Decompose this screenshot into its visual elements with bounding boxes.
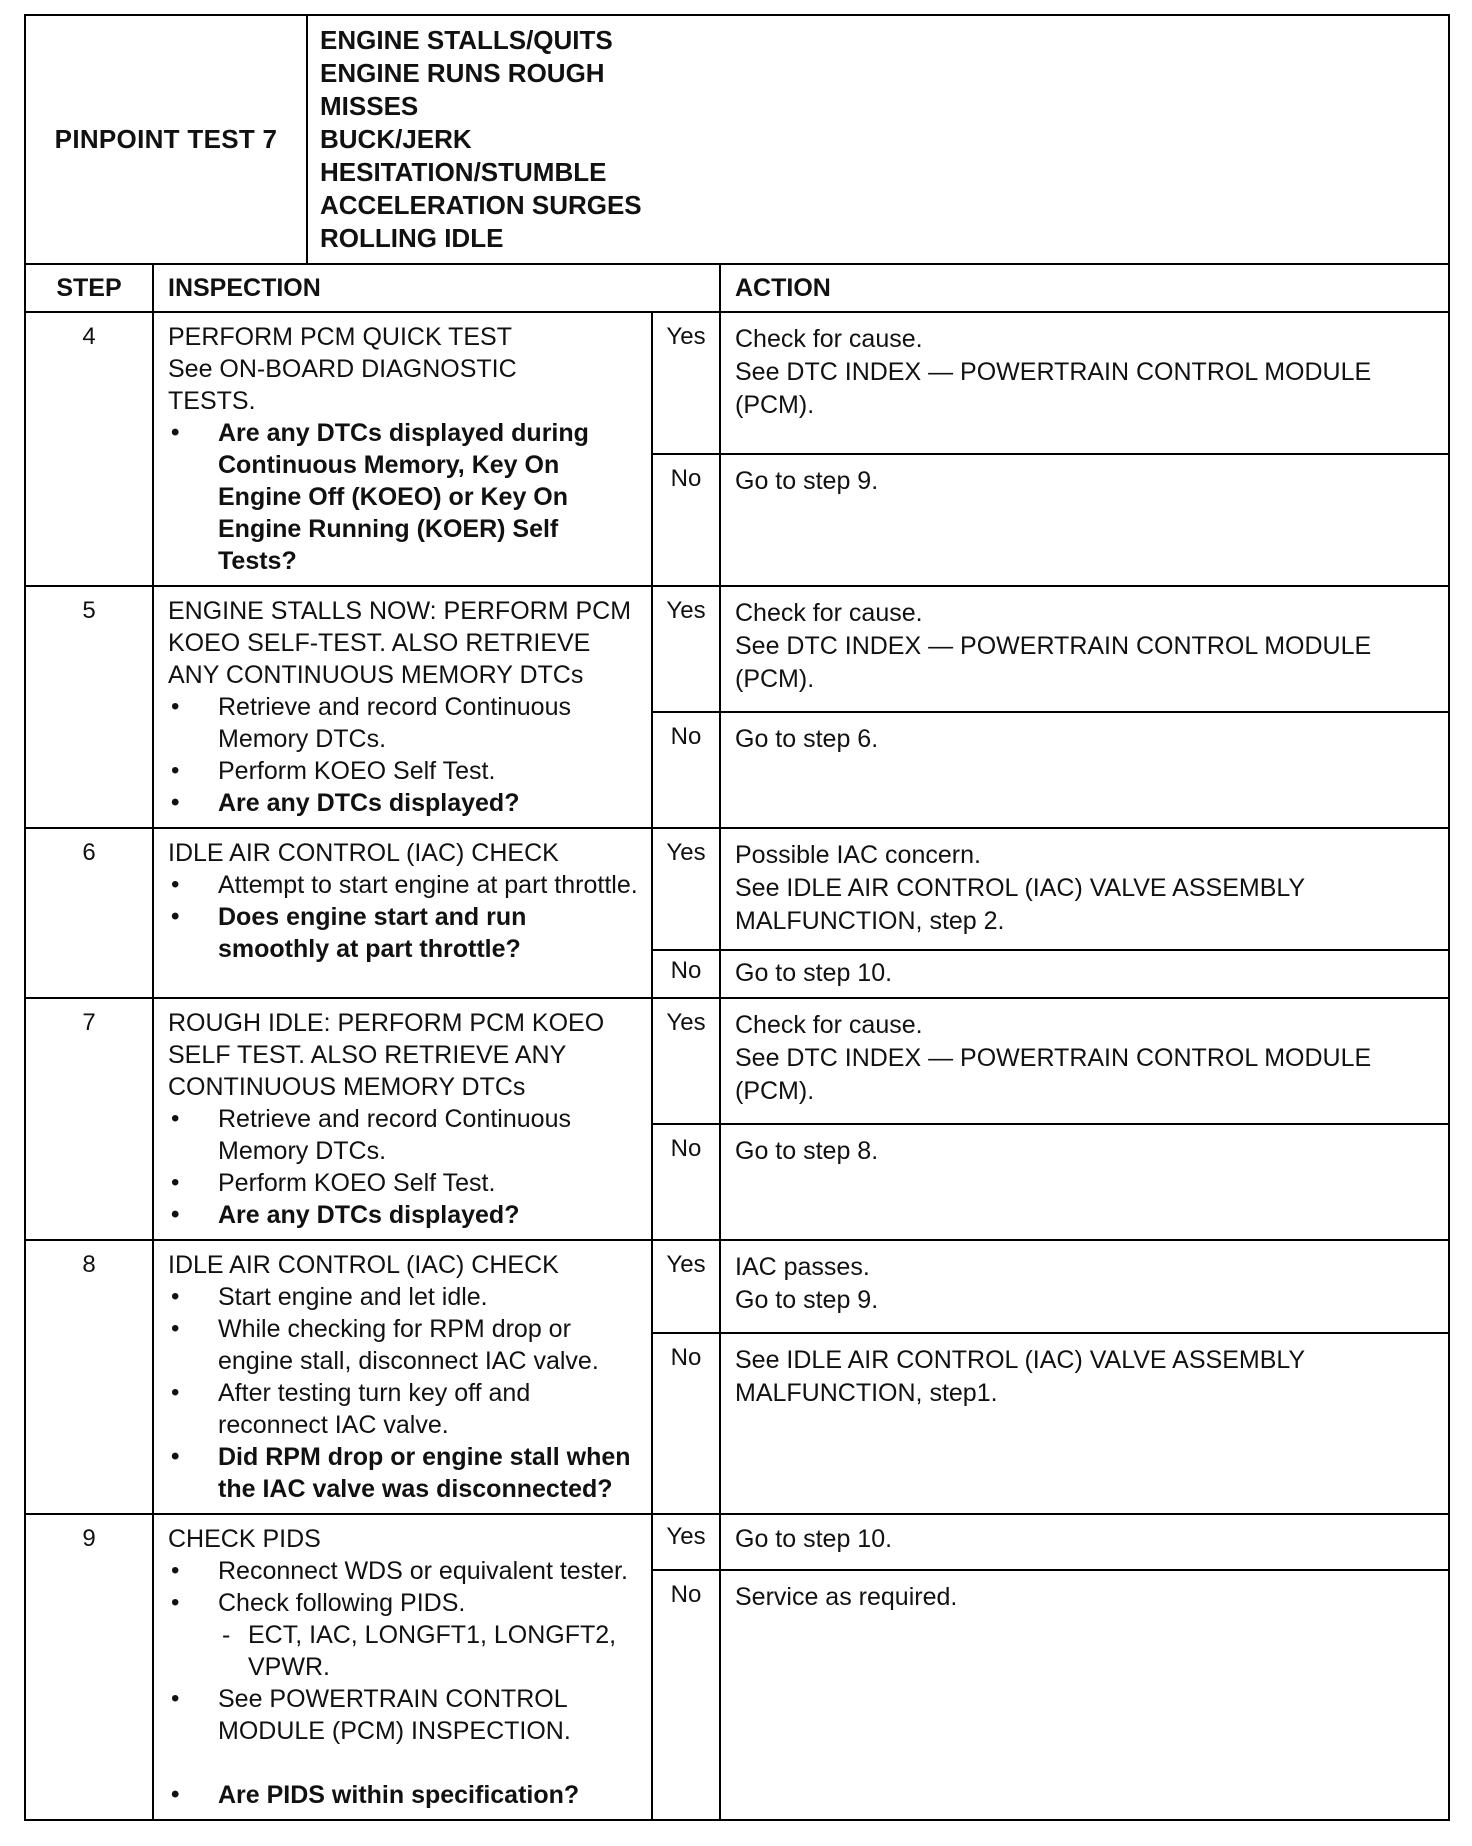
step-inspection [153,586,652,828]
pinpoint-test-table [24,14,1450,1821]
inspection-bullet: • See POWERTRAIN CONTROL MODULE (PCM) INSPECTION. [168,1683,639,1747]
no-action [720,1570,1449,1820]
inspection-sub-item: - ECT, IAC, LONGFT1, LONGFT2, VPWR. [168,1619,639,1683]
action-line: IAC passes. [735,1253,870,1281]
answer-yes: Yes [652,1240,720,1333]
no-action [720,1333,1449,1514]
pinpoint-test-sheet [24,14,1448,1821]
no-action [720,712,1449,828]
yes-action [720,1514,1449,1570]
step-inspection [153,312,652,586]
step-inspection [153,998,652,1240]
answer-no: No [652,454,720,586]
action-line: Go to step 9. [735,467,879,496]
step-row-yes [25,1240,1449,1333]
column-step: STEP [25,264,153,312]
action-line: Check for cause. [735,599,923,627]
inspection-bullet: • Did RPM drop or engine stall when the IAC valve was disconnected? [168,1441,639,1505]
action-line: Go to step 10. [735,959,893,987]
answer-yes: Yes [652,998,720,1124]
answer-no: No [652,950,720,998]
step-number: 7 [25,998,153,1240]
symptom-list [307,15,1449,264]
step-inspection [153,828,652,998]
inspection-bullet: • Are any DTCs displayed during Continuous Memory, Key On Engine Off (KOEO) or Key On Engine Running (KOER) Self Tests? [168,417,639,577]
answer-yes: Yes [652,586,720,712]
yes-action [720,312,1449,454]
action-line: Check for cause. [735,325,923,353]
action-line: See DTC INDEX — POWERTRAIN CONTROL MODULE (PCM). [735,632,1372,693]
answer-no: No [652,1333,720,1514]
step-row-yes [25,998,1449,1124]
column-header-row [25,264,1449,312]
inspection-bullet: • Retrieve and record Continuous Memory DTCs. [168,691,639,755]
symptom-item: ROLLING IDLE [320,223,504,253]
inspection-bullet: • Attempt to start engine at part throttle. [168,869,639,901]
action-line: See IDLE AIR CONTROL (IAC) VALVE ASSEMBLY MALFUNCTION, step 2. [735,874,1305,935]
no-action [720,950,1449,998]
inspection-bullet: • Start engine and let idle. [168,1281,639,1313]
action-line: See DTC INDEX — POWERTRAIN CONTROL MODULE (PCM). [735,1044,1372,1105]
action-line: See DTC INDEX — POWERTRAIN CONTROL MODULE (PCM). [735,358,1372,419]
step-number: 8 [25,1240,153,1514]
yes-action [720,998,1449,1124]
yes-action [720,828,1449,950]
symptom-item: BUCK/JERK [320,124,472,154]
no-action [720,1124,1449,1240]
yes-action [720,1240,1449,1333]
step-row-yes [25,828,1449,950]
inspection-title-line: TESTS. [168,387,256,415]
spacer [168,1747,639,1779]
header-row [25,15,1449,264]
action-line: Go to step 8. [735,1136,879,1165]
inspection-bullet: • After testing turn key off and reconnect IAC valve. [168,1377,639,1441]
action-line: Possible IAC concern. [735,841,981,869]
action-line: Go to step 6. [735,724,879,753]
column-action: ACTION [720,264,1449,312]
symptom-item: ENGINE RUNS ROUGH [320,58,605,88]
step-inspection [153,1514,652,1820]
inspection-bullet: • Are any DTCs displayed? [168,787,639,819]
action-line: Service as required. [735,1582,958,1611]
answer-no: No [652,1570,720,1820]
step-inspection [153,1240,652,1514]
column-inspection: INSPECTION [153,264,720,312]
symptom-item: HESITATION/STUMBLE [320,157,607,187]
inspection-bullet: • Does engine start and run smoothly at part throttle? [168,901,639,965]
inspection-bullet: • Retrieve and record Continuous Memory DTCs. [168,1103,639,1167]
inspection-title-line: PERFORM PCM QUICK TEST [168,323,513,351]
step-row-yes [25,1514,1449,1570]
step-row-yes [25,586,1449,712]
action-line: Go to step 9. [735,1286,879,1314]
step-number: 9 [25,1514,153,1820]
inspection-bullet: • Are PIDS within specification? [168,1779,639,1811]
yes-action [720,586,1449,712]
symptom-item: ACCELERATION SURGES [320,190,642,220]
answer-yes: Yes [652,1514,720,1570]
inspection-title-line: ROUGH IDLE: PERFORM PCM KOEO SELF TEST. ALSO RETRIEVE ANY CONTINUOUS MEMORY DTCs [168,1009,605,1101]
action-line: See IDLE AIR CONTROL (IAC) VALVE ASSEMBLY MALFUNCTION, step1. [735,1345,1305,1407]
answer-no: No [652,1124,720,1240]
inspection-bullet: • Perform KOEO Self Test. [168,1167,639,1199]
inspection-title-line: CHECK PIDS [168,1525,321,1553]
inspection-bullet: • Reconnect WDS or equivalent tester. [168,1555,639,1587]
answer-yes: Yes [652,312,720,454]
answer-yes: Yes [652,828,720,950]
test-title: PINPOINT TEST 7 [25,15,307,264]
inspection-bullet: • Perform KOEO Self Test. [168,755,639,787]
inspection-title-line: See ON-BOARD DIAGNOSTIC [168,355,517,383]
step-number: 4 [25,312,153,586]
inspection-title-line: ENGINE STALLS NOW: PERFORM PCM KOEO SELF-TEST. ALSO RETRIEVE ANY CONTINUOUS MEMORY DTCs [168,597,632,689]
symptom-item: ENGINE STALLS/QUITS [320,25,613,55]
answer-no: No [652,712,720,828]
inspection-bullet: • Are any DTCs displayed? [168,1199,639,1231]
inspection-bullet: • Check following PIDS. [168,1587,639,1619]
step-row-yes [25,312,1449,454]
action-line: Check for cause. [735,1011,923,1039]
step-number: 6 [25,828,153,998]
no-action [720,454,1449,586]
inspection-bullet: • While checking for RPM drop or engine stall, disconnect IAC valve. [168,1313,639,1377]
step-number: 5 [25,586,153,828]
symptom-item: MISSES [320,91,419,121]
inspection-title-line: IDLE AIR CONTROL (IAC) CHECK [168,839,559,867]
inspection-title-line: IDLE AIR CONTROL (IAC) CHECK [168,1251,559,1279]
action-line: Go to step 10. [735,1525,893,1553]
